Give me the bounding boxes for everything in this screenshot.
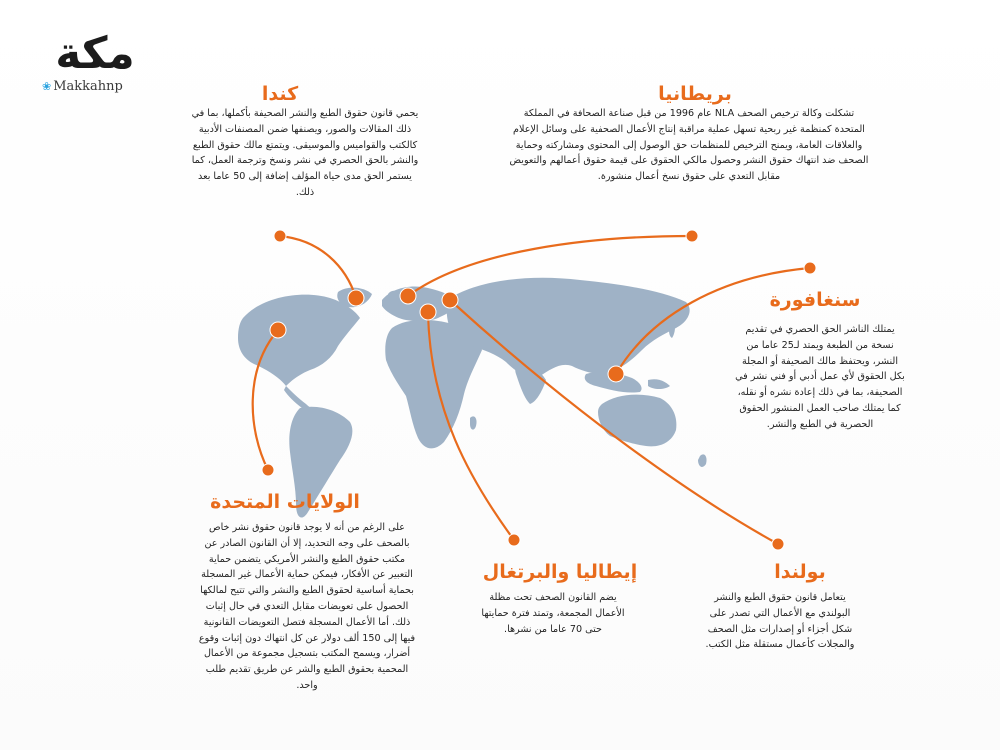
dot-britain-start	[686, 230, 698, 242]
logo-wordmark: مكة	[55, 28, 135, 79]
dot-singapore-start	[804, 262, 816, 274]
dot-usa-location	[270, 322, 286, 338]
dot-canada-start	[274, 230, 286, 242]
singapore-title: سنغافورة	[769, 289, 861, 311]
britain-title: بريطانيا	[658, 83, 732, 105]
landmass-new-zealand	[698, 454, 707, 467]
singapore-text: يمتلك الناشر الحق الحصري في تقديم نسخة من الطبعة ويمتد لـ25 عاما من النشر، ويحتفظ مالك الصحيفة أو المجلة بكل الحقوق لأي عمل أدبي أو فني نشر في الصحيفة، بما في ذلك إعادة نشره أو نقله، كما يمتلك صاحب العمل المنشور الحقوق الحصرية في الطبع والنشر.	[735, 324, 905, 430]
twitter-bird-icon: ❀	[42, 80, 52, 93]
twitter-handle-text: Makkahnp	[53, 79, 123, 94]
canada-title: كندا	[261, 83, 299, 105]
usa-title: الولايات المتحدة	[210, 491, 360, 513]
dot-poland-location	[442, 292, 458, 308]
dot-italy-end	[508, 534, 520, 546]
dot-britain-location	[400, 288, 416, 304]
dot-usa-end	[262, 464, 274, 476]
connector-canada	[280, 236, 356, 298]
dot-poland-end	[772, 538, 784, 550]
dot-canada-location	[348, 290, 364, 306]
usa-text: على الرغم من أنه لا يوجد قانون حقوق نشر خاص بالصحف على وجه التحديد، إلا أن القانون الصادر عن مكتب حقوق الطبع والنشر الأمريكي يتضمن حماية التعبير عن الأفكار، فيمكن حماية الأعمال غير المسجلة بحماية أساسية لحقوق الطبع والنشر والتي تتيح لمالكها الحصول على تعويضات مقابل التعدي في حال إثبات ذلك. أما الأعمال المسجلة فتصل التعويضات القانونية فيها إلى 150 ألف دولار عن كل انتهاك دون إثبات وقوع أضرار، ويسمح المكتب بتسجيل مجموعة من الأعمال المحمية بحقوق الطبع والشر عن طريق تقديم طلب واحد.	[198, 522, 416, 691]
landmass-new-guinea	[648, 379, 670, 389]
dot-italy-location	[420, 304, 436, 320]
poland-title: بولندا	[774, 561, 826, 583]
landmass-australia	[598, 395, 676, 447]
poland-text: يتعامل قانون حقوق الطبع والنشر البولندي مع الأعمال التي تصدر على شكل أجزاء أو إصدارات مثل الصحف والمجلات كأعمال مستقلة مثل الكتب.	[705, 592, 855, 651]
italy-portugal-title: إيطاليا والبرتغال	[482, 561, 638, 583]
landmass-madagascar	[470, 416, 477, 429]
map-landmasses	[238, 278, 707, 518]
landmass-asia	[447, 278, 690, 377]
dot-singapore-location	[608, 366, 624, 382]
italy-portugal-text: يضم القانون الصحف تحت مظلة الأعمال المجمعة، وتمتد فترة حمايتها حتى 70 عاما من نشرها.	[481, 592, 625, 635]
canada-text: يحمي قانون حقوق الطبع والنشر الصحيفة بأكملها، بما في ذلك المقالات والصور، ويصنفها ضمن المصنفات الأدبية كالكتب والقواميس والموسيقى. ويتمتع مالك حقوق الطبع والنشر بالحق الحصري في نشر ونسخ وترجمة العمل، كما يستمر الحق مدى حياة المؤلف إضافة إلى 50 عاما بعد ذلك.	[191, 108, 419, 198]
britain-text: تشكلت وكالة ترخيص الصحف NLA عام 1996 من قبل صناعة الصحافة في المملكة المتحدة كمنظمة غير ربحية تسهل عملية مراقبة إنتاج الأعمال الصحفية على وسائل الإعلام والعلاقات العامة، ويمنح الترخيص للمنظمات حق الوصول إلى المحتوى ومشاركته وحماية الصحف ضد انتهاك حقوق النشر وحصول مالكي الحقوق على قيمة حقوق أعمالهم والتعويض مقابل التعدي على حقوق نسخ أعمال منشورة.	[509, 108, 869, 183]
